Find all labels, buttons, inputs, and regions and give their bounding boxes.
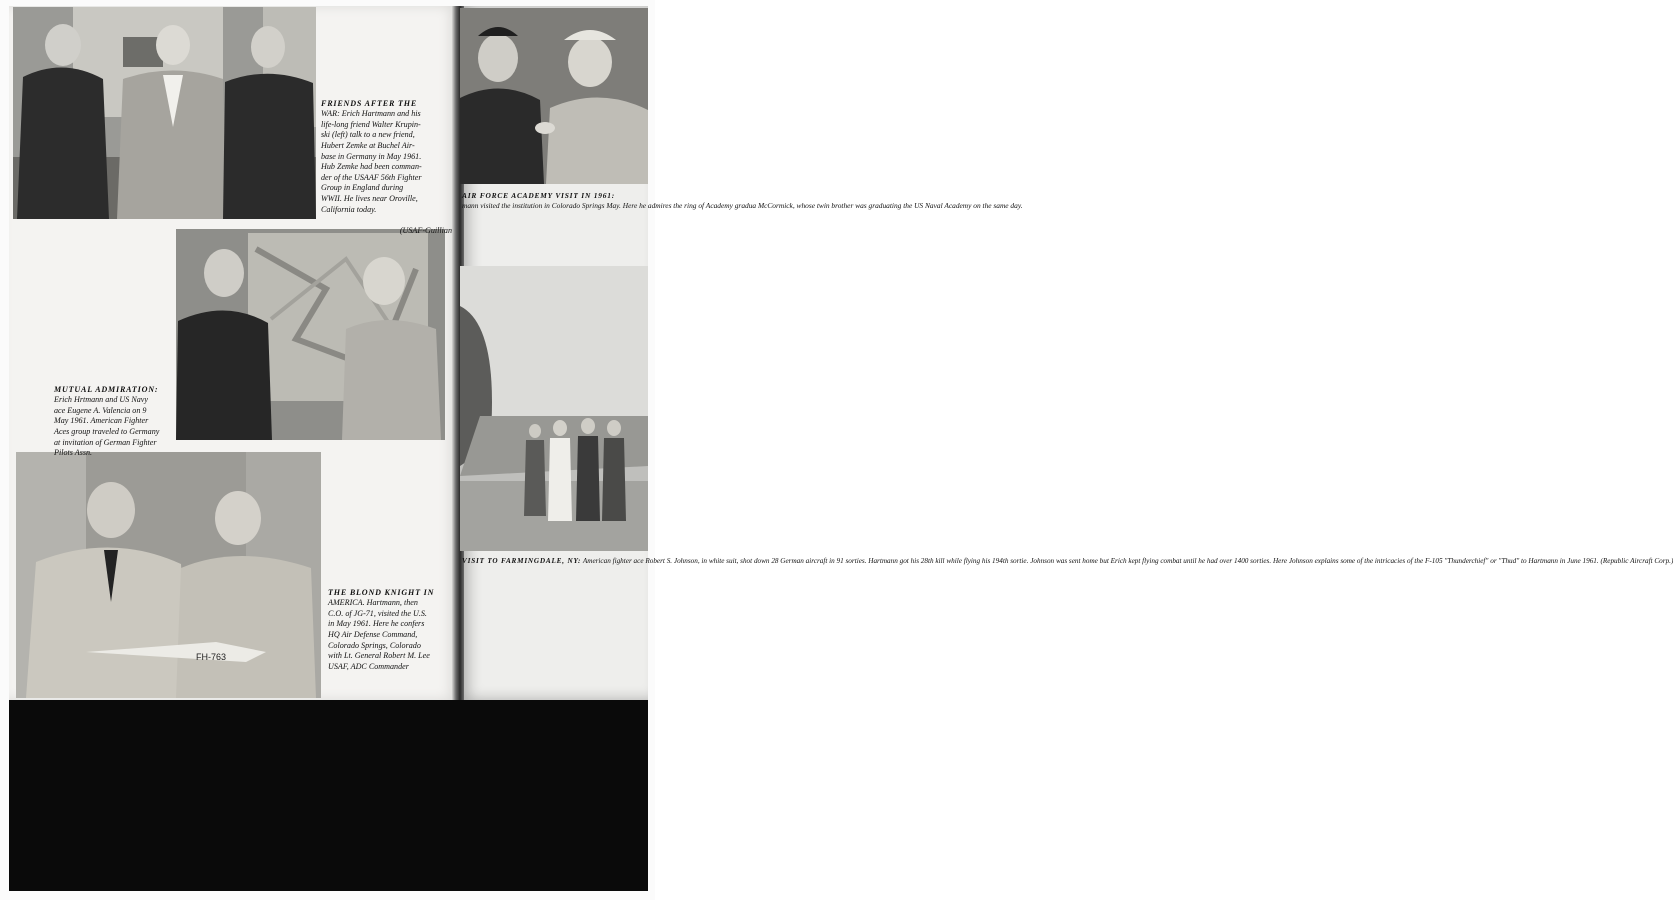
caption-title: FRIENDS AFTER THE <box>321 98 418 108</box>
photo-mutual-admiration <box>176 229 445 440</box>
caption-farmingdale <box>462 556 1673 566</box>
caption-body: AMERICA. Hartmann, then C.O. of JG-71, visited the U.S. in May 1961. Here he confers HQ Air Defense Command, Colorado Springs, Colorado with Lt. General Robert M. Lee USAF, ADC Commander <box>328 598 430 671</box>
caption-title: AIR FORCE ACADEMY VISIT IN 1961: <box>462 191 615 200</box>
caption-title: MUTUAL ADMIRATION: <box>54 384 159 394</box>
caption-credit: (USAF-Guillian <box>399 225 452 235</box>
caption-friends-after-the-war <box>321 88 452 247</box>
caption-body: Erich Hrtmann and US Navy ace Eugene A. Valencia on 9 May 1961. American Fighter Aces group traveled to Germany at invitation of German Fighter Pilots Assn. <box>54 395 160 458</box>
caption-body: WAR: Erich Hartmann and his life-long friend Walter Krupin- ski (left) talk to a new friend, Hubert Zemke at Buchel Air- base in Germany in May 1961. Hub Zemke had been comman- der of the USAAF 56th Fighter Group in England during WWII. He lives near Oroville, California today. <box>321 109 422 214</box>
scan-dark-margin <box>9 700 648 891</box>
caption-blond-knight <box>328 577 452 683</box>
photo-farmingdale-aircraft <box>460 266 648 551</box>
photo-blond-knight <box>16 452 321 698</box>
caption-title: VISIT TO FARMINGDALE, NY: <box>462 557 582 565</box>
caption-air-force-academy <box>462 191 1023 211</box>
photo-air-force-academy <box>460 8 648 184</box>
photo-friends-after-the-war <box>13 7 316 219</box>
caption-mutual-admiration <box>54 374 174 469</box>
caption-body: American fighter ace Robert S. Johnson, in white suit, shot down 28 German aircraft in 91 sorties. Hartmann got his 28th kill while flying his 194th sortie. Johnson was sent home but Erich kept flying combat until he had over 1400 sorties. Here Johnson explains some of the intricacies of the F-105 "Thunderchief" or "Thud" to Hartmann in June 1961. (Republic Aircraft Corp.) <box>582 557 1673 565</box>
model-plane-serial: FH-763 <box>196 652 227 662</box>
caption-title: THE BLOND KNIGHT IN <box>328 587 435 597</box>
caption-body: mann visited the institution in Colorado Springs May. Here he admires the ring of Academy gradua McCormick, whose twin brother was graduating the US Naval Academy on the same day. <box>462 201 1023 210</box>
